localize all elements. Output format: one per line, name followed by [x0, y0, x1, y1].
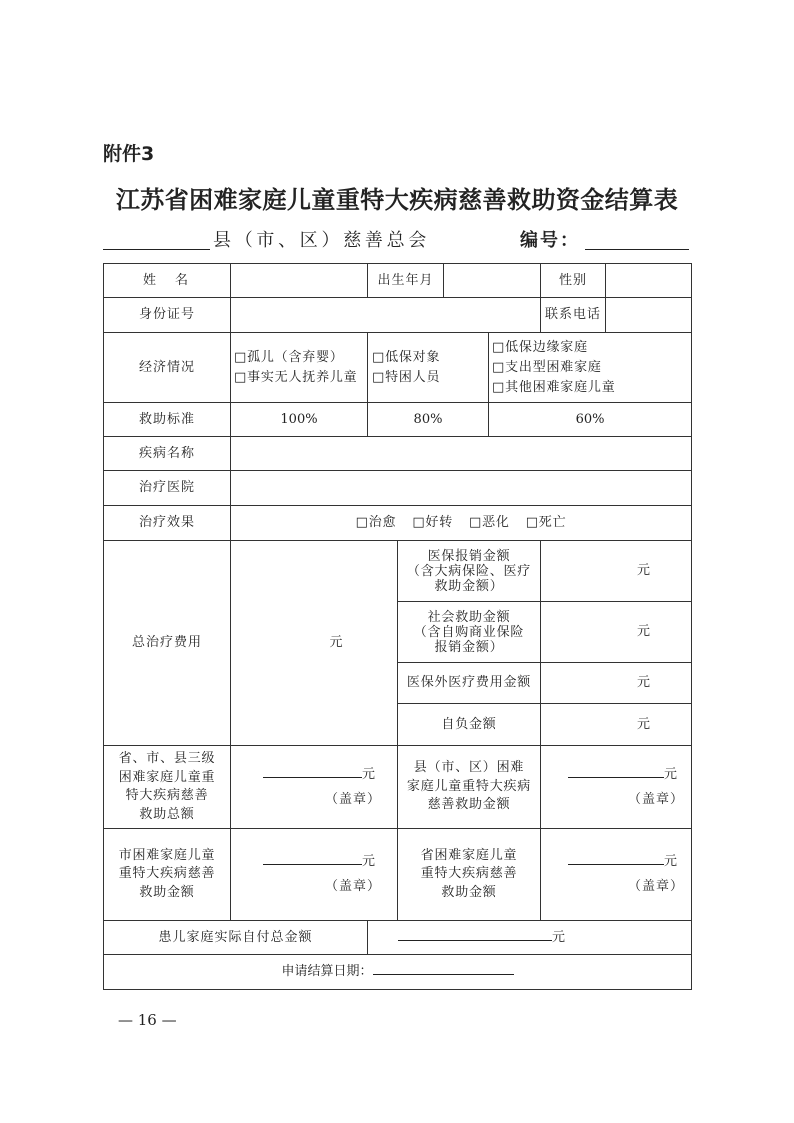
- label-line: 市困难家庭儿童: [118, 847, 216, 863]
- self-paid-label: [398, 704, 541, 746]
- hospital-label: 治疗医院: [104, 471, 231, 506]
- county-charity-label: 县（市、区）慈善总会: [213, 230, 430, 251]
- label-line: 救助金额: [441, 884, 497, 900]
- attachment-label: 附件3: [103, 143, 155, 165]
- effect-improved-option[interactable]: □好转: [412, 515, 453, 530]
- seal-label: （盖章）: [628, 791, 685, 807]
- city-amount-blank[interactable]: [263, 864, 362, 865]
- medical-insurance-label: [398, 541, 541, 602]
- aid-standard-100: 100%: [231, 403, 368, 437]
- label-line: 县（市、区）困难: [413, 760, 525, 776]
- city-amount-label: [104, 829, 231, 921]
- option-minimum-living-allowance[interactable]: □低保对象: [372, 349, 441, 365]
- option-other-hardship-child[interactable]: □其他困难家庭儿童: [492, 379, 616, 395]
- option-marginal-low-income[interactable]: □低保边缘家庭: [492, 339, 588, 355]
- unit-yuan: 元: [664, 854, 678, 869]
- social-aid-unit[interactable]: 元: [541, 602, 692, 663]
- county-amount-label: [398, 746, 541, 829]
- label-line: 特大疾病慈善: [125, 788, 209, 803]
- province-amount-label: [398, 829, 541, 921]
- economic-status-label: 经济情况: [104, 333, 231, 403]
- apply-date-label: 申请结算日期：: [281, 964, 373, 979]
- treatment-effect-label: 治疗效果: [104, 506, 231, 541]
- header-line: [103, 229, 691, 255]
- disease-name-label: 疾病名称: [104, 437, 231, 471]
- phone-label: 联系电话: [541, 298, 606, 333]
- page-number: — 16 —: [118, 1011, 177, 1029]
- label-line: 自负金额: [441, 716, 497, 732]
- province-amount-cell: [541, 829, 692, 921]
- aid-standard-80: 80%: [368, 403, 489, 437]
- economic-options-group-2: [368, 333, 489, 403]
- option-orphan[interactable]: □孤儿（含弃婴）: [234, 349, 344, 365]
- total-cost-unit[interactable]: 元: [231, 541, 398, 746]
- label-line: 家庭儿童重特大疾病: [406, 778, 532, 794]
- effect-deceased-option[interactable]: □死亡: [525, 515, 567, 530]
- non-insured-cost-label: [398, 663, 541, 704]
- non-insured-cost-unit[interactable]: 元: [541, 663, 692, 704]
- label-line: 救助金额）: [434, 578, 504, 594]
- effect-worsened-option[interactable]: □恶化: [469, 515, 510, 530]
- option-expenditure-hardship[interactable]: □支出型困难家庭: [492, 359, 602, 375]
- label-line: 困难家庭儿童重: [118, 769, 216, 785]
- total-cost-label: 总治疗费用: [104, 541, 231, 746]
- aid-standard-label: 救助标准: [104, 403, 231, 437]
- gender-label: 性别: [541, 264, 606, 298]
- name-label: 姓 名: [104, 264, 231, 298]
- document-title: 江苏省困难家庭儿童重特大疾病慈善救助资金结算表: [115, 186, 679, 214]
- option-extremely-poor[interactable]: □特困人员: [372, 369, 441, 385]
- county-amount-blank[interactable]: [568, 777, 664, 778]
- hospital-field[interactable]: [231, 471, 692, 506]
- birth-date-label: 出生年月: [368, 264, 444, 298]
- family-self-pay-label: 患儿家庭实际自付总金额: [104, 921, 368, 955]
- economic-options-group-3: [489, 333, 692, 403]
- unit-yuan: 元: [552, 929, 566, 945]
- label-line: 省、市、县三级: [118, 751, 216, 766]
- city-amount-cell: [231, 829, 398, 921]
- name-field[interactable]: [231, 264, 368, 298]
- label-line: 重特大疾病慈善: [118, 866, 216, 882]
- three-level-total-label: [104, 746, 231, 829]
- label-line: 医保外医疗费用金额: [406, 675, 532, 690]
- label-line: （含大病保险、医疗: [406, 563, 532, 579]
- social-aid-label: [398, 602, 541, 663]
- label-line: （含自购商业保险: [413, 624, 525, 640]
- province-amount-blank[interactable]: [568, 864, 664, 865]
- label-line: 省困难家庭儿童: [420, 847, 518, 863]
- apply-date-blank[interactable]: [373, 974, 514, 975]
- label-line: 报销金额）: [434, 639, 504, 655]
- seal-label: （盖章）: [324, 791, 381, 807]
- medical-insurance-unit[interactable]: 元: [541, 541, 692, 602]
- settlement-form-table: [103, 263, 692, 990]
- label-line: 慈善救助金额: [427, 797, 511, 813]
- county-blank[interactable]: [103, 249, 210, 250]
- economic-options-group-1: [231, 333, 368, 403]
- self-paid-unit[interactable]: 元: [541, 704, 692, 746]
- family-self-pay-blank[interactable]: [398, 940, 552, 941]
- aid-standard-60: 60%: [489, 403, 692, 437]
- three-level-total-amount-cell: [231, 746, 398, 829]
- unit-yuan: 元: [664, 766, 678, 782]
- label-line: 救助金额: [139, 884, 195, 900]
- disease-name-field[interactable]: [231, 437, 692, 471]
- unit-yuan: 元: [361, 854, 375, 869]
- seal-label: （盖章）: [324, 879, 381, 894]
- unit-yuan: 元: [361, 766, 375, 782]
- county-amount-cell: [541, 746, 692, 829]
- label-line: 社会救助金额: [427, 609, 511, 625]
- label-line: 医保报销金额: [427, 548, 511, 564]
- seal-label: （盖章）: [628, 879, 685, 894]
- number-blank[interactable]: [585, 249, 689, 250]
- phone-field[interactable]: [606, 298, 692, 333]
- gender-field[interactable]: [606, 264, 692, 298]
- label-line: 救助总额: [139, 806, 195, 822]
- id-number-field[interactable]: [231, 298, 541, 333]
- option-de-facto-unsupported-child[interactable]: □事实无人抚养儿童: [234, 369, 358, 385]
- id-number-label: 身份证号: [104, 298, 231, 333]
- label-line: 重特大疾病慈善: [420, 866, 518, 882]
- family-self-pay-cell: [368, 921, 692, 955]
- effect-cured-option[interactable]: □治愈: [355, 515, 397, 530]
- birth-date-field[interactable]: [444, 264, 541, 298]
- number-label: 编号：: [520, 230, 580, 251]
- apply-date-cell: [104, 955, 692, 990]
- treatment-effect-options: [231, 506, 692, 541]
- three-level-total-amount-blank[interactable]: [263, 777, 362, 778]
